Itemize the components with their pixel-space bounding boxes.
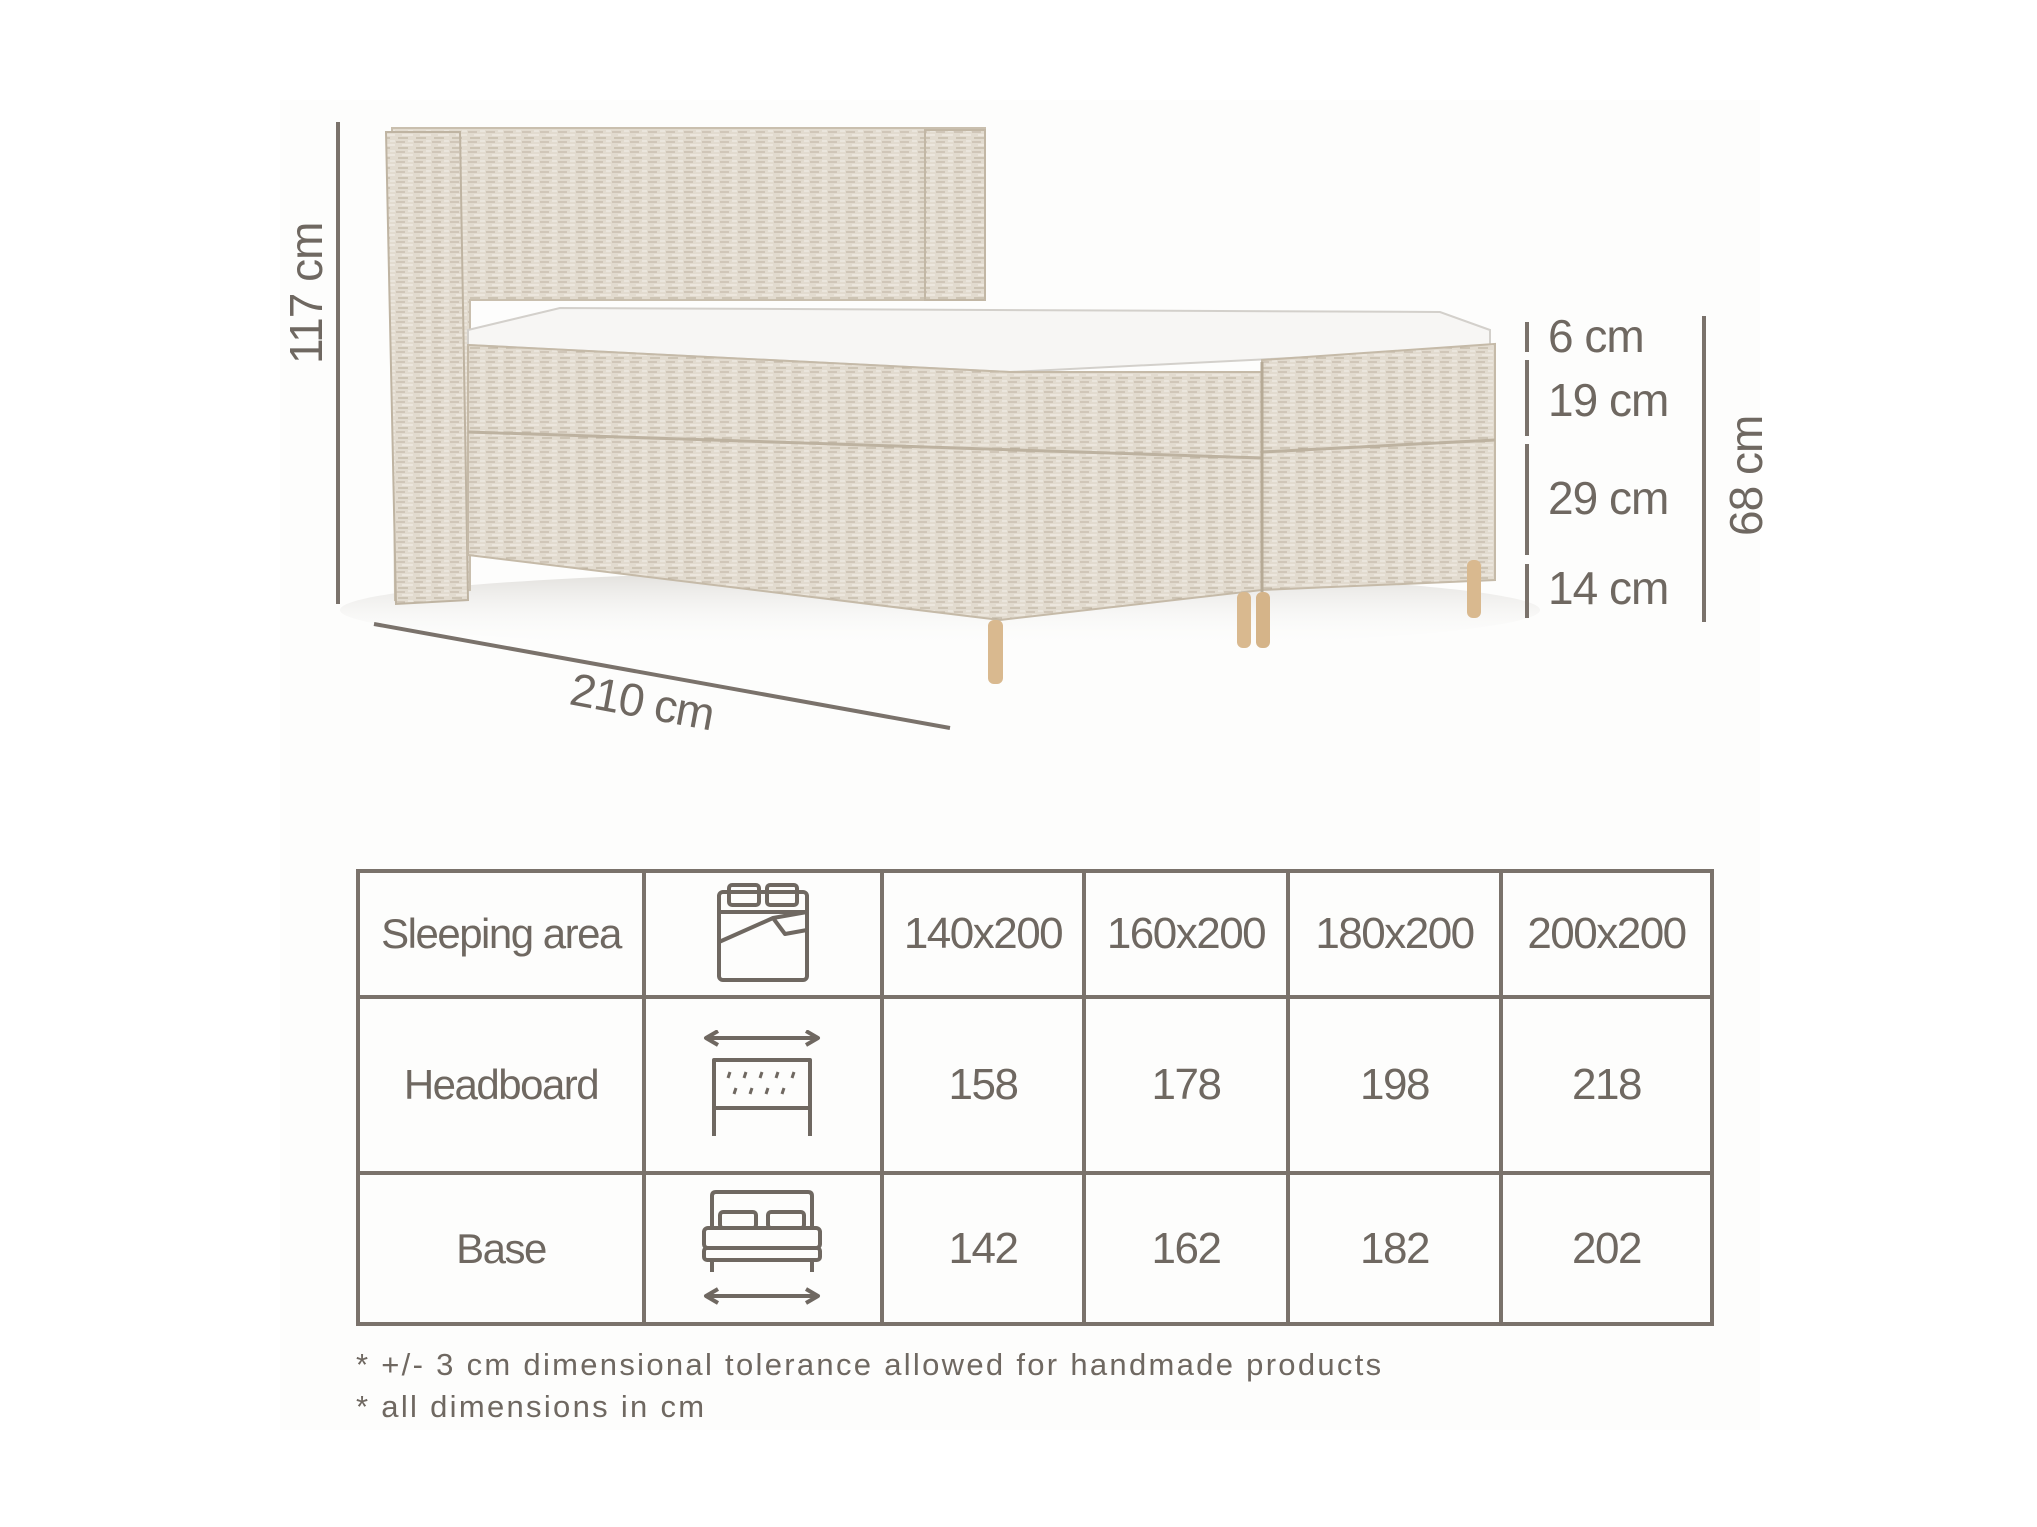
size-table: [356, 869, 1714, 1326]
base-height-label: 29 cm: [1548, 472, 1669, 524]
table-row: [358, 1173, 1712, 1324]
table-cell: 140x200: [882, 871, 1084, 997]
table-cell: 160x200: [1084, 871, 1288, 997]
table-cell: 142: [882, 1173, 1084, 1324]
bed-base-width-icon: [644, 1173, 882, 1324]
table-cell: 180x200: [1288, 871, 1501, 997]
table-cell: 158: [882, 997, 1084, 1173]
leg-front-right: [1467, 560, 1481, 618]
total-height-label: 117 cm: [280, 222, 332, 364]
row-label: Headboard: [358, 997, 644, 1173]
leg-front-mid: [1237, 592, 1251, 648]
bed-base-end: [1262, 344, 1495, 590]
frame-height-label: 68 cm: [1720, 415, 1772, 536]
table-cell: 198: [1288, 997, 1501, 1173]
table-cell: 202: [1501, 1173, 1712, 1324]
row-label: Sleeping area: [358, 871, 644, 997]
table-row: [358, 871, 1712, 997]
headboard-wing-left: [386, 132, 468, 604]
table-cell: 218: [1501, 997, 1712, 1173]
table-cell: 162: [1084, 1173, 1288, 1324]
table-cell: 182: [1288, 1173, 1501, 1324]
headboard-wing-right: [925, 130, 985, 300]
bed-bedding-icon: [644, 871, 882, 997]
length-label: 210 cm: [566, 662, 719, 741]
headboard-width-icon: [644, 997, 882, 1173]
legs-label: 14 cm: [1548, 562, 1669, 614]
leg-front-mid-2: [1256, 592, 1270, 648]
row-label: Base: [358, 1173, 644, 1324]
leg-front-left: [988, 620, 1003, 684]
table-cell: 178: [1084, 997, 1288, 1173]
table-row: [358, 997, 1712, 1173]
mattress-label: 19 cm: [1548, 374, 1669, 426]
tolerance-note: * +/- 3 cm dimensional tolerance allowed for handmade products: [356, 1347, 1384, 1382]
units-note: * all dimensions in cm: [356, 1389, 707, 1424]
topper-label: 6 cm: [1548, 310, 1644, 362]
table-cell: 200x200: [1501, 871, 1712, 997]
